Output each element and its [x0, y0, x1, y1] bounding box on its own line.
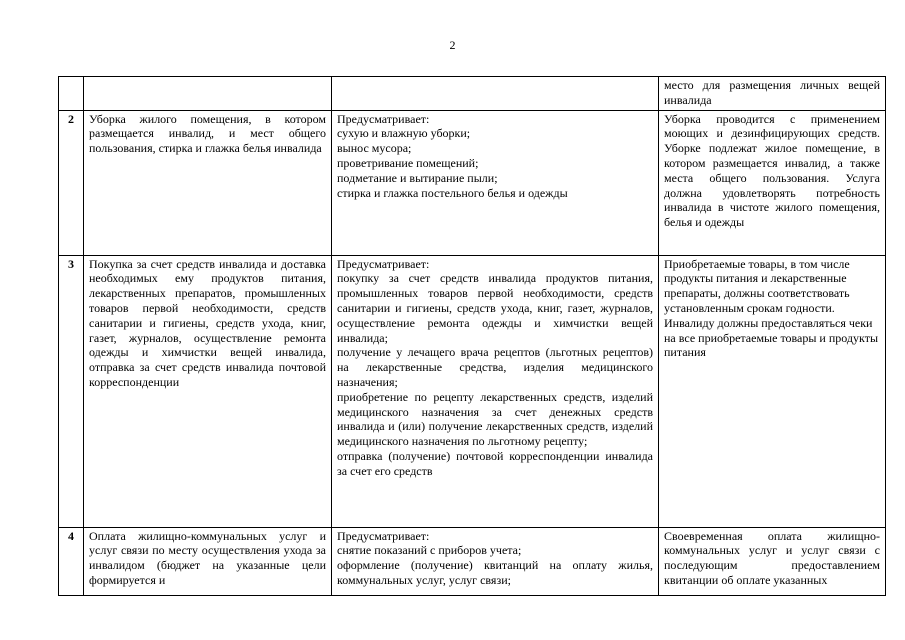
- content-line: получение у лечащего врача рецептов (льготных рецептов) на лекарственные средства, изделия медицинского назначения;: [337, 345, 653, 389]
- table-row: [59, 77, 886, 111]
- service-name: Оплата жилищно-коммунальных услуг и услуг связи по месту осуществления ухода за инвалидом (бюджет на указанные цели формируется и: [89, 528, 326, 587]
- service-cell: [84, 255, 332, 527]
- requirements-cell: [659, 110, 886, 255]
- content-line: Предусматривает:: [337, 111, 430, 126]
- service-name: Покупка за счет средств инвалида и доставка необходимых ему продуктов питания, лекарственных препаратов, промышленных товаров первой необходимости, средств санитарии и гигиены, средств ухода, книг, газет, журналов, осуществление ремонта одежды и химчистки вещей инвалида, отправка за счет средств инвалида почтовой корреспонденции: [89, 256, 326, 389]
- row-number-cell: [59, 77, 84, 111]
- requirements-cell: [659, 255, 886, 527]
- row-number-cell: [59, 255, 84, 527]
- row-number: 2: [68, 111, 74, 126]
- page-number: 2: [449, 38, 456, 52]
- table-row: [59, 255, 886, 527]
- requirements-text: Приобретаемые товары, в том числе продукты питания и лекарственные препараты, должны соответствовать установленным срокам годности. Инвалиду должны предоставляться чеки на все приобретаемые товары и продукты питания: [664, 256, 879, 360]
- row-number-cell: [59, 110, 84, 255]
- service-cell: [84, 527, 332, 595]
- requirements-text: Уборка проводится с применением моющих и дезинфицирующих средств. Уборке подлежат жилое помещение, в котором размещается инвалид, а также места общего пользования. Услуга должна удовлетворять потребность инвалида в чистоте жилого помещения, белья и одежды: [664, 111, 880, 230]
- content-cell: [332, 527, 659, 595]
- requirements-cell: [659, 527, 886, 595]
- services-table: [58, 76, 886, 596]
- content-line: стирка и глажка постельного белья и одежды: [337, 185, 568, 200]
- service-cell: [84, 77, 332, 111]
- service-cell: [84, 110, 332, 255]
- content-cell: [332, 77, 659, 111]
- content-cell: [332, 110, 659, 255]
- content-line: снятие показаний с приборов учета;: [337, 543, 522, 558]
- requirements-cell: [659, 77, 886, 111]
- table-row: [59, 527, 886, 595]
- content-cell: [332, 255, 659, 527]
- requirements-text: Своевременная оплата жилищно-коммунальных услуг и услуг связи с последующим предоставлением квитанции об оплате указанных: [664, 528, 880, 587]
- row-number: 3: [68, 256, 74, 271]
- service-name: Уборка жилого помещения, в котором размещается инвалид, и мест общего пользования, стирка и глажка белья инвалида: [89, 111, 326, 156]
- content-line: отправка (получение) почтовой корреспонденции инвалида за счет его средств: [337, 448, 653, 478]
- content-line: сухую и влажную уборки;: [337, 126, 471, 141]
- content-line: оформление (получение) квитанций на оплату жилья, коммунальных услуг, услуг связи;: [337, 558, 653, 587]
- table-row: [59, 110, 886, 255]
- row-number: 4: [68, 528, 74, 543]
- requirements-text: место для размещения личных вещей инвалида: [664, 78, 880, 107]
- content-line: подметание и вытирание пыли;: [337, 170, 498, 185]
- content-line: покупку за счет средств инвалида продуктов питания, промышленных товаров первой необходимости, средств санитарии и гигиены, средств ухода, книг, газет, журналов, осуществление ремонта одежды и химчистки вещей инвалида;: [337, 271, 653, 345]
- content-line: приобретение по рецепту лекарственных средств, изделий медицинского назначения за счет денежных средств инвалида и (или) получение лекарственных средств, изделий медицинского назначения по льготному рецепту;: [337, 389, 653, 449]
- content-line: проветривание помещений;: [337, 155, 479, 170]
- content-line: Предусматривает:: [337, 528, 430, 543]
- content-line: Предусматривает:: [337, 256, 430, 271]
- row-number-cell: [59, 527, 84, 595]
- content-line: вынос мусора;: [337, 141, 412, 156]
